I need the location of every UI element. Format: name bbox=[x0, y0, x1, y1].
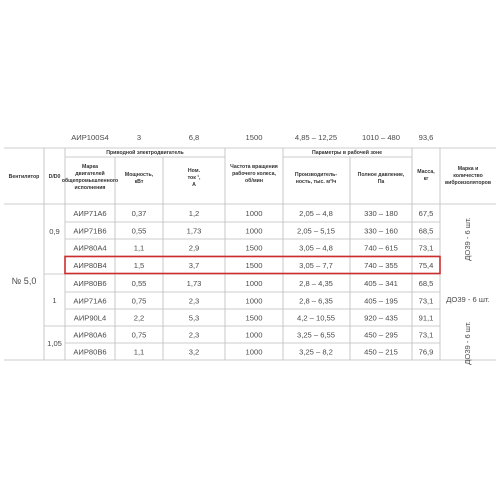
cell-motor: АИР71А6 bbox=[73, 296, 107, 306]
ratio-group-1: 0,9 bbox=[49, 227, 60, 236]
table-row bbox=[73, 243, 433, 252]
cell-mass: 73,1 bbox=[418, 243, 434, 253]
cell-motor: АИР71А6 bbox=[73, 208, 107, 218]
cell-mass: 93,6 bbox=[418, 133, 434, 142]
cell-mass: 76,9 bbox=[418, 347, 434, 357]
cell-speed: 1000 bbox=[245, 296, 263, 306]
cell-current: 2,3 bbox=[188, 296, 200, 306]
cell-flow: 3,05 – 7,7 bbox=[299, 260, 333, 270]
cell-mass: 75,4 bbox=[418, 260, 434, 270]
fan-size-label: № 5,0 bbox=[11, 276, 37, 286]
cell-power: 0,75 bbox=[131, 296, 147, 306]
table-row bbox=[73, 226, 433, 235]
header-drive: Приводной электродвигатель bbox=[106, 150, 184, 156]
cell-power: 0,75 bbox=[131, 330, 147, 340]
ratio-group-3: 1,05 bbox=[47, 339, 62, 348]
header-mass-2: кг bbox=[423, 176, 429, 182]
header-pressure-2: Па bbox=[377, 179, 385, 185]
cell-current: 2,9 bbox=[188, 243, 200, 253]
cell-mass: 67,5 bbox=[418, 208, 434, 218]
header-motor-3: общепромышленного bbox=[61, 178, 119, 184]
header-pressure-1: Полное давление, bbox=[357, 172, 405, 178]
cell-mass: 73,1 bbox=[418, 330, 434, 340]
header-speed-2: рабочего колеса, bbox=[232, 171, 276, 177]
cell-motor: АИР80В6 bbox=[73, 278, 107, 288]
cell-motor: АИР100S4 bbox=[71, 133, 109, 142]
header-iso-1: Марка и bbox=[457, 166, 479, 172]
table-row bbox=[73, 347, 433, 356]
cell-motor: АИР80А6 bbox=[73, 330, 107, 340]
header-power-1: Мощность, bbox=[124, 172, 154, 178]
header-ratio: D/D0 bbox=[48, 174, 61, 180]
cell-current: 5,3 bbox=[188, 313, 200, 323]
cell-flow: 2,8 – 6,35 bbox=[299, 296, 333, 306]
table-row bbox=[73, 296, 433, 305]
cell-flow: 3,25 – 6,55 bbox=[296, 330, 336, 340]
cell-motor: АИР80В6 bbox=[73, 347, 107, 357]
ratio-group-2: 1 bbox=[52, 296, 57, 305]
cell-speed: 1500 bbox=[245, 243, 263, 253]
cell-speed: 1500 bbox=[245, 260, 263, 270]
table-header bbox=[9, 149, 491, 191]
cell-speed: 1000 bbox=[245, 226, 263, 236]
cell-current: 1,73 bbox=[186, 278, 202, 288]
cell-power: 0,55 bbox=[131, 226, 147, 236]
header-iso-2: количество bbox=[453, 173, 483, 179]
cell-mass: 73,1 bbox=[418, 296, 434, 306]
cell-current: 1,2 bbox=[188, 208, 200, 218]
cell-current: 3,2 bbox=[188, 347, 200, 357]
cell-power: 1,5 bbox=[133, 260, 145, 270]
header-motor-1: Марка bbox=[82, 164, 98, 170]
cell-pressure: 450 – 215 bbox=[364, 347, 398, 357]
cell-power: 1,1 bbox=[133, 243, 145, 253]
header-iso-3: виброизоляторов bbox=[444, 180, 492, 186]
cell-flow: 4,2 – 10,55 bbox=[296, 313, 336, 323]
header-flow-2: ность, тыс. м³/ч bbox=[295, 179, 337, 185]
cell-power: 3 bbox=[136, 133, 142, 142]
cell-power: 1,1 bbox=[133, 347, 145, 357]
cell-pressure: 330 – 160 bbox=[364, 226, 398, 236]
table-row bbox=[73, 261, 433, 270]
cell-mass: 68,5 bbox=[418, 278, 434, 288]
cell-power: 0,55 bbox=[131, 278, 147, 288]
cell-flow: 2,8 – 4,35 bbox=[299, 278, 333, 288]
header-speed-1: Частота вращения bbox=[230, 164, 278, 170]
cell-flow: 4,85 – 12,25 bbox=[294, 133, 338, 142]
cell-pressure: 450 – 295 bbox=[364, 330, 398, 340]
table-row bbox=[71, 133, 433, 142]
cell-pressure: 405 – 341 bbox=[364, 278, 398, 288]
cell-speed: 1500 bbox=[245, 133, 263, 142]
cell-flow: 3,05 – 4,8 bbox=[299, 243, 333, 253]
header-mass-1: Масса, bbox=[417, 169, 435, 175]
cell-pressure: 405 – 195 bbox=[364, 296, 398, 306]
header-flow-1: Производитель- bbox=[294, 172, 338, 178]
cell-speed: 1500 bbox=[245, 313, 263, 323]
cell-speed: 1000 bbox=[245, 208, 263, 218]
header-speed-3: об/мин bbox=[245, 178, 263, 184]
table-row bbox=[73, 209, 433, 218]
header-motor-4: исполнения bbox=[74, 185, 106, 191]
header-current-2: ток ¹, bbox=[187, 175, 201, 181]
cell-current: 3,7 bbox=[188, 260, 200, 270]
cell-pressure: 740 – 355 bbox=[364, 260, 398, 270]
cell-flow: 2,05 – 5,15 bbox=[296, 226, 336, 236]
cell-mass: 91,1 bbox=[418, 313, 434, 323]
table-row bbox=[74, 313, 434, 322]
cell-motor: АИР90L4 bbox=[73, 313, 107, 323]
cell-mass: 68,5 bbox=[418, 226, 434, 236]
fan-spec-table bbox=[0, 133, 500, 365]
cell-motor: АИР80В4 bbox=[73, 260, 107, 270]
cell-motor: АИР71В6 bbox=[73, 226, 107, 236]
cell-flow: 2,05 – 4,8 bbox=[299, 208, 333, 218]
isolator-group-2: ДО39 - 6 шт. bbox=[446, 295, 490, 304]
table-row bbox=[73, 279, 433, 288]
cell-motor: АИР80А4 bbox=[73, 243, 107, 253]
header-current-3: А bbox=[192, 182, 196, 188]
cell-current: 6,8 bbox=[188, 133, 200, 142]
cell-power: 0,37 bbox=[131, 208, 147, 218]
header-current-1: Ном. bbox=[187, 168, 201, 174]
cell-current: 2,3 bbox=[188, 330, 200, 340]
cell-speed: 1000 bbox=[245, 330, 263, 340]
header-motor-2: двигателей bbox=[75, 171, 105, 177]
cell-speed: 1000 bbox=[245, 347, 263, 357]
isolator-group-1: ДО39 - 6 шт. bbox=[463, 217, 472, 261]
cell-pressure: 1010 – 480 bbox=[361, 133, 401, 142]
cell-speed: 1000 bbox=[245, 278, 263, 288]
header-fan: Вентилятор bbox=[8, 174, 40, 180]
cell-pressure: 740 – 615 bbox=[364, 243, 398, 253]
table-row bbox=[73, 330, 433, 339]
cell-pressure: 330 – 180 bbox=[364, 208, 398, 218]
cell-power: 2,2 bbox=[133, 313, 145, 323]
header-params: Параметры в рабочей зоне bbox=[312, 150, 382, 156]
cell-current: 1,73 bbox=[186, 226, 202, 236]
cell-pressure: 920 – 435 bbox=[364, 313, 398, 323]
cell-flow: 3,25 – 8,2 bbox=[299, 347, 333, 357]
header-power-2: кВт bbox=[134, 179, 144, 185]
isolator-group-3: ДО39 - 6 шт. bbox=[463, 321, 472, 365]
